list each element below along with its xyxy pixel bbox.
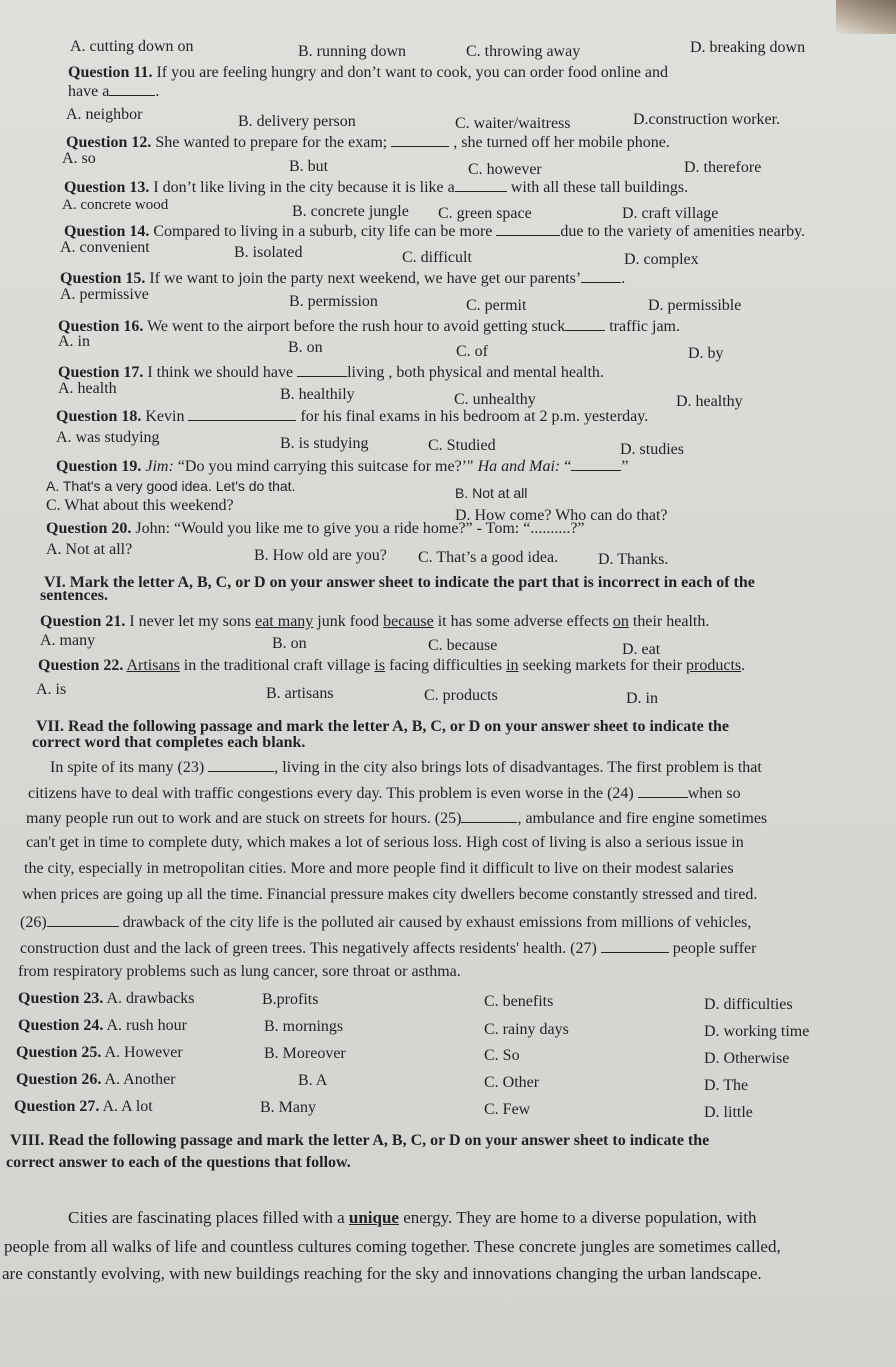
q18-option-b: B. is studying xyxy=(280,435,369,452)
q11-label: Question 11. xyxy=(68,64,153,81)
q18-option-c: C. Studied xyxy=(428,437,496,454)
q19-label: Question 19. xyxy=(56,458,142,475)
passage1-line-7b: drawback of the city life is the polluted air caused by exhaust emissions from millions of vehicles, xyxy=(122,914,752,931)
q11-option-d: D.construction worker. xyxy=(633,111,781,128)
q23-option-d: D. difficulties xyxy=(704,996,793,1013)
q21-label: Question 21. xyxy=(40,613,126,630)
q16-option-b: B. on xyxy=(288,339,323,356)
q18-option-a: A. was studying xyxy=(56,429,160,446)
passage1-line-7 xyxy=(20,912,751,933)
q13-text-2: with all these tall buildings. xyxy=(510,179,689,196)
q21-option-c: C. because xyxy=(428,637,498,654)
section-8-heading-2: correct answer to each of the questions that follow. xyxy=(6,1154,351,1171)
q21-stem xyxy=(40,612,709,632)
q16-label: Question 16. xyxy=(58,318,144,335)
q13-option-c: C. green space xyxy=(438,205,532,222)
q27-option-b: B. Many xyxy=(260,1099,316,1116)
passage1-line-9: from respiratory problems such as lung cancer, sore throat or asthma. xyxy=(18,963,461,980)
q19-option-a: A. That's a very good idea. Let's do that. xyxy=(46,478,296,494)
q21-underlined-many: many xyxy=(277,613,314,630)
q19-text: “Do you mind carrying this suitcase for me?’" xyxy=(177,458,474,475)
passage2-line-1 xyxy=(68,1208,757,1228)
q26-option-d: D. The xyxy=(704,1077,749,1094)
q10-option-a: A. cutting down on xyxy=(70,38,194,55)
q11-stem xyxy=(68,63,668,83)
q13-blank xyxy=(455,177,507,192)
q15-option-c: C. permit xyxy=(466,297,527,314)
q16-blank xyxy=(565,316,605,331)
q17-text: I think we should have xyxy=(147,364,294,381)
q21-option-a: A. many xyxy=(40,632,96,649)
q23-option-b: B.profits xyxy=(262,991,319,1008)
q22-text-2: facing difficulties xyxy=(385,657,507,674)
q26-option-b: B. A xyxy=(298,1072,328,1089)
passage2-line-2: people from all walks of life and countless cultures coming together. These concrete jungles are sometimes called, xyxy=(4,1237,781,1256)
blank-27 xyxy=(601,938,669,953)
passage2-underlined-unique: unique xyxy=(348,1208,399,1227)
passage2-line-1a: Cities are fascinating places filled with a xyxy=(68,1208,349,1227)
passage1-line-3 xyxy=(26,808,767,829)
passage1-line-8a: construction dust and the lack of green trees. This negatively affects residents' health. (27) xyxy=(20,940,597,957)
q21-option-b: B. on xyxy=(272,635,307,652)
q19-stem xyxy=(56,456,628,477)
passage1-line-2 xyxy=(28,783,741,804)
q22-text-1: in the traditional craft village xyxy=(179,657,375,674)
q14-option-c: C. difficult xyxy=(402,249,472,266)
q21-underlined-on: on xyxy=(612,613,629,630)
q17-option-c: C. unhealthy xyxy=(454,391,536,408)
q11-blank xyxy=(109,81,155,96)
passage1-line-6: when prices are going up all the time. Financial pressure makes city dwellers become constantly stressed and tired. xyxy=(22,886,758,903)
q18-stem xyxy=(56,406,648,427)
q21-text-2: junk food xyxy=(313,613,384,630)
section-6-heading-2-text: sentences. xyxy=(40,587,108,604)
q18-option-d: D. studies xyxy=(620,441,684,458)
q11-option-a: A. neighbor xyxy=(66,106,143,123)
q24-option-a: A. rush hour xyxy=(106,1017,187,1034)
q15-label: Question 15. xyxy=(60,270,146,287)
q10-option-b: B. running down xyxy=(298,43,406,60)
q11-end: . xyxy=(155,83,160,100)
q20-option-a: A. Not at all? xyxy=(46,541,133,558)
q15-blank xyxy=(581,268,621,283)
q22-underlined-in: in xyxy=(506,657,519,674)
q25-option-b: B. Moreover xyxy=(264,1045,346,1062)
q18-text: Kevin xyxy=(145,408,185,425)
q19-open-quote: “ xyxy=(564,458,572,475)
q11-text: If you are feeling hungry and don’t want to cook, you can order food online and xyxy=(156,64,669,81)
q15-option-d: D. permissible xyxy=(648,297,742,314)
q12-blank xyxy=(391,132,449,147)
q15-end: . xyxy=(621,270,626,287)
q12-option-d: D. therefore xyxy=(684,159,762,176)
q23-label: Question 23. xyxy=(18,990,104,1007)
q14-text-2: due to the variety of amenities nearby. xyxy=(560,223,806,240)
q27-option-d: D. little xyxy=(704,1104,753,1121)
blank-23 xyxy=(208,757,274,772)
passage1-line-1a: In spite of its many (23) xyxy=(50,759,205,776)
q15-option-b: B. permission xyxy=(289,293,378,310)
passage2-line-1b: energy. They are home to a diverse population, with xyxy=(398,1208,757,1227)
passage2-line-3: are constantly evolving, with new buildings reaching for the sky and innovations changing the urban landscape. xyxy=(2,1264,762,1283)
q25-label: Question 25. xyxy=(16,1044,102,1061)
passage1-line-4: can't get in time to complete duty, which makes a lot of serious loss. High cost of living is also a serious issue in xyxy=(26,834,744,851)
q12-option-c: C. however xyxy=(468,161,542,178)
q14-label: Question 14. xyxy=(64,223,150,240)
q16-stem xyxy=(58,316,680,337)
q17-option-d: D. healthy xyxy=(676,393,743,410)
q13-option-b: B. concrete jungle xyxy=(292,203,409,220)
passage1-line-7a: (26) xyxy=(20,914,47,931)
q17-label: Question 17. xyxy=(58,364,144,381)
q24-row xyxy=(18,1016,187,1036)
q22-option-a: A. is xyxy=(36,681,67,698)
q23-option-c: C. benefits xyxy=(484,993,554,1010)
section-7-heading-2: correct word that completes each blank. xyxy=(32,734,306,751)
passage1-line-8 xyxy=(20,938,756,959)
passage1-line-5: the city, especially in metropolitan cities. More and more people find it difficult to live on their modest salaries xyxy=(24,860,734,877)
q17-text-2: living , both physical and mental health. xyxy=(347,364,604,381)
q24-option-c: C. rainy days xyxy=(484,1021,569,1038)
q12-option-b: B. but xyxy=(289,158,329,175)
q18-label: Question 18. xyxy=(56,408,142,425)
q16-option-c: C. of xyxy=(456,343,488,360)
q25-option-a: A. However xyxy=(104,1044,183,1061)
q19-option-c: C. What about this weekend? xyxy=(46,497,234,514)
q14-blank xyxy=(496,221,560,236)
q18-text-2: for his final exams in his bedroom at 2 p.m. yesterday. xyxy=(300,408,649,425)
q25-row xyxy=(16,1043,183,1063)
q26-label: Question 26. xyxy=(16,1071,102,1088)
q12-text-2: , she turned off her mobile phone. xyxy=(453,134,670,151)
paper-corner-shadow xyxy=(836,0,896,34)
q22-option-b: B. artisans xyxy=(266,685,334,702)
q14-option-a: A. convenient xyxy=(60,239,150,256)
q18-blank xyxy=(188,406,296,421)
section-6-heading: VI. Mark the letter A, B, C, or D on your answer sheet to indicate the part that is incorrect in each of the xyxy=(44,574,755,591)
q16-option-d: D. by xyxy=(688,345,724,362)
q26-option-c: C. Other xyxy=(484,1074,540,1091)
q12-label: Question 12. xyxy=(66,134,152,151)
q17-stem xyxy=(58,362,604,383)
passage1-line-1b: , living in the city also brings lots of disadvantages. The first problem is that xyxy=(274,759,762,776)
passage1-line-3b: , ambulance and fire engine sometimes xyxy=(517,810,768,827)
q21-text-3: it has some adverse effects xyxy=(433,613,613,630)
passage1-line-3a: many people run out to work and are stuck on streets for hours. (25) xyxy=(26,810,462,827)
q22-stem xyxy=(38,656,745,676)
blank-24 xyxy=(638,783,688,798)
section-8-heading: VIII. Read the following passage and mark the letter A, B, C, or D on your answer sheet to indicate the xyxy=(10,1132,710,1149)
q27-label: Question 27. xyxy=(14,1098,100,1115)
q21-underlined-eat: eat xyxy=(255,613,274,630)
q14-text: Compared to living in a suburb, city life can be more xyxy=(153,223,493,240)
q14-stem xyxy=(64,221,805,242)
q20-option-d: D. Thanks. xyxy=(598,551,669,568)
q11-option-b: B. delivery person xyxy=(238,113,356,130)
q20-stem xyxy=(46,519,585,539)
q22-option-d: D. in xyxy=(626,690,658,707)
q19-speaker-ha-mai: Ha and Mai: xyxy=(477,458,561,475)
q20-label: Question 20. xyxy=(46,520,132,537)
q22-underlined-products: products xyxy=(686,657,742,674)
q17-option-a: A. health xyxy=(58,380,117,397)
q19-option-b: B. Not at all xyxy=(455,485,528,501)
q26-row xyxy=(16,1070,176,1090)
q20-text: John: “Would you like me to give you a ride home?” - Tom: “..........?” xyxy=(135,520,585,537)
q27-option-a: A. A lot xyxy=(102,1098,153,1115)
q22-option-c: C. products xyxy=(424,687,498,704)
q24-label: Question 24. xyxy=(18,1017,104,1034)
q11-option-c: C. waiter/waitress xyxy=(455,115,571,132)
q12-stem xyxy=(66,132,670,153)
passage1-line-8b: people suffer xyxy=(672,940,757,957)
q24-option-b: B. mornings xyxy=(264,1018,344,1035)
q11-text-2: have a xyxy=(68,83,110,100)
q20-option-c: C. That’s a good idea. xyxy=(418,549,559,566)
q22-text-4: . xyxy=(741,657,746,674)
q12-option-a: A. so xyxy=(62,150,96,167)
q13-text: I don’t like living in the city because it is like a xyxy=(153,179,455,196)
q15-text: If we want to join the party next weekend, we have get our parents’ xyxy=(149,270,582,287)
q19-close-quote: ” xyxy=(621,458,629,475)
q19-speaker-jim: Jim: xyxy=(145,458,174,475)
q27-row xyxy=(14,1097,153,1117)
q20-option-b: B. How old are you? xyxy=(254,547,387,564)
q19-option-d: D. How come? Who can do that? xyxy=(455,507,668,524)
q19-blank xyxy=(571,456,621,471)
q25-option-c: C. So xyxy=(484,1047,520,1064)
q21-underlined-because: because xyxy=(383,613,434,630)
q21-text-4: their health. xyxy=(628,613,710,630)
q17-blank xyxy=(297,362,347,377)
blank-26 xyxy=(47,912,119,927)
passage1-line-2b: when so xyxy=(687,785,741,802)
q22-underlined-is: is xyxy=(374,657,386,674)
blank-25 xyxy=(461,808,517,823)
q27-option-c: C. Few xyxy=(484,1101,531,1118)
q15-option-a: A. permissive xyxy=(60,286,149,303)
passage1-line-1 xyxy=(50,757,762,778)
q10-option-c: C. throwing away xyxy=(466,43,581,60)
section-6-heading-2 xyxy=(40,584,108,604)
section-7-heading: VII. Read the following passage and mark the letter A, B, C, or D on your answer sheet to indicate the xyxy=(36,718,730,735)
q17-option-b: B. healthily xyxy=(280,386,355,403)
q13-option-d: D. craft village xyxy=(622,205,719,222)
q16-text: We went to the airport before the rush hour to avoid getting stuck xyxy=(147,318,566,335)
q16-text-2: traffic jam. xyxy=(609,318,680,335)
q14-option-d: D. complex xyxy=(624,251,699,268)
q11-stem-2 xyxy=(68,81,159,102)
q22-text-3: seeking markets for their xyxy=(518,657,687,674)
q26-option-a: A. Another xyxy=(104,1071,176,1088)
q23-option-a: A. drawbacks xyxy=(106,990,195,1007)
q13-label: Question 13. xyxy=(64,179,150,196)
q23-row xyxy=(18,989,194,1009)
q12-text: She wanted to prepare for the exam; xyxy=(155,134,388,151)
q14-option-b: B. isolated xyxy=(234,244,303,261)
q22-label: Question 22. xyxy=(38,657,124,674)
q25-option-d: D. Otherwise xyxy=(704,1050,790,1067)
q10-option-d: D. breaking down xyxy=(690,39,806,56)
q21-option-d: D. eat xyxy=(622,641,661,658)
q22-underlined-artisans: Artisans xyxy=(126,657,180,674)
q16-option-a: A. in xyxy=(58,333,90,350)
q24-option-d: D. working time xyxy=(704,1023,810,1040)
q21-text-1: I never let my sons xyxy=(129,613,252,630)
q13-option-a: A. concrete wood xyxy=(62,197,169,213)
passage1-line-2a: citizens have to deal with traffic congestions every day. This problem is even worse in the (24) xyxy=(28,785,634,802)
